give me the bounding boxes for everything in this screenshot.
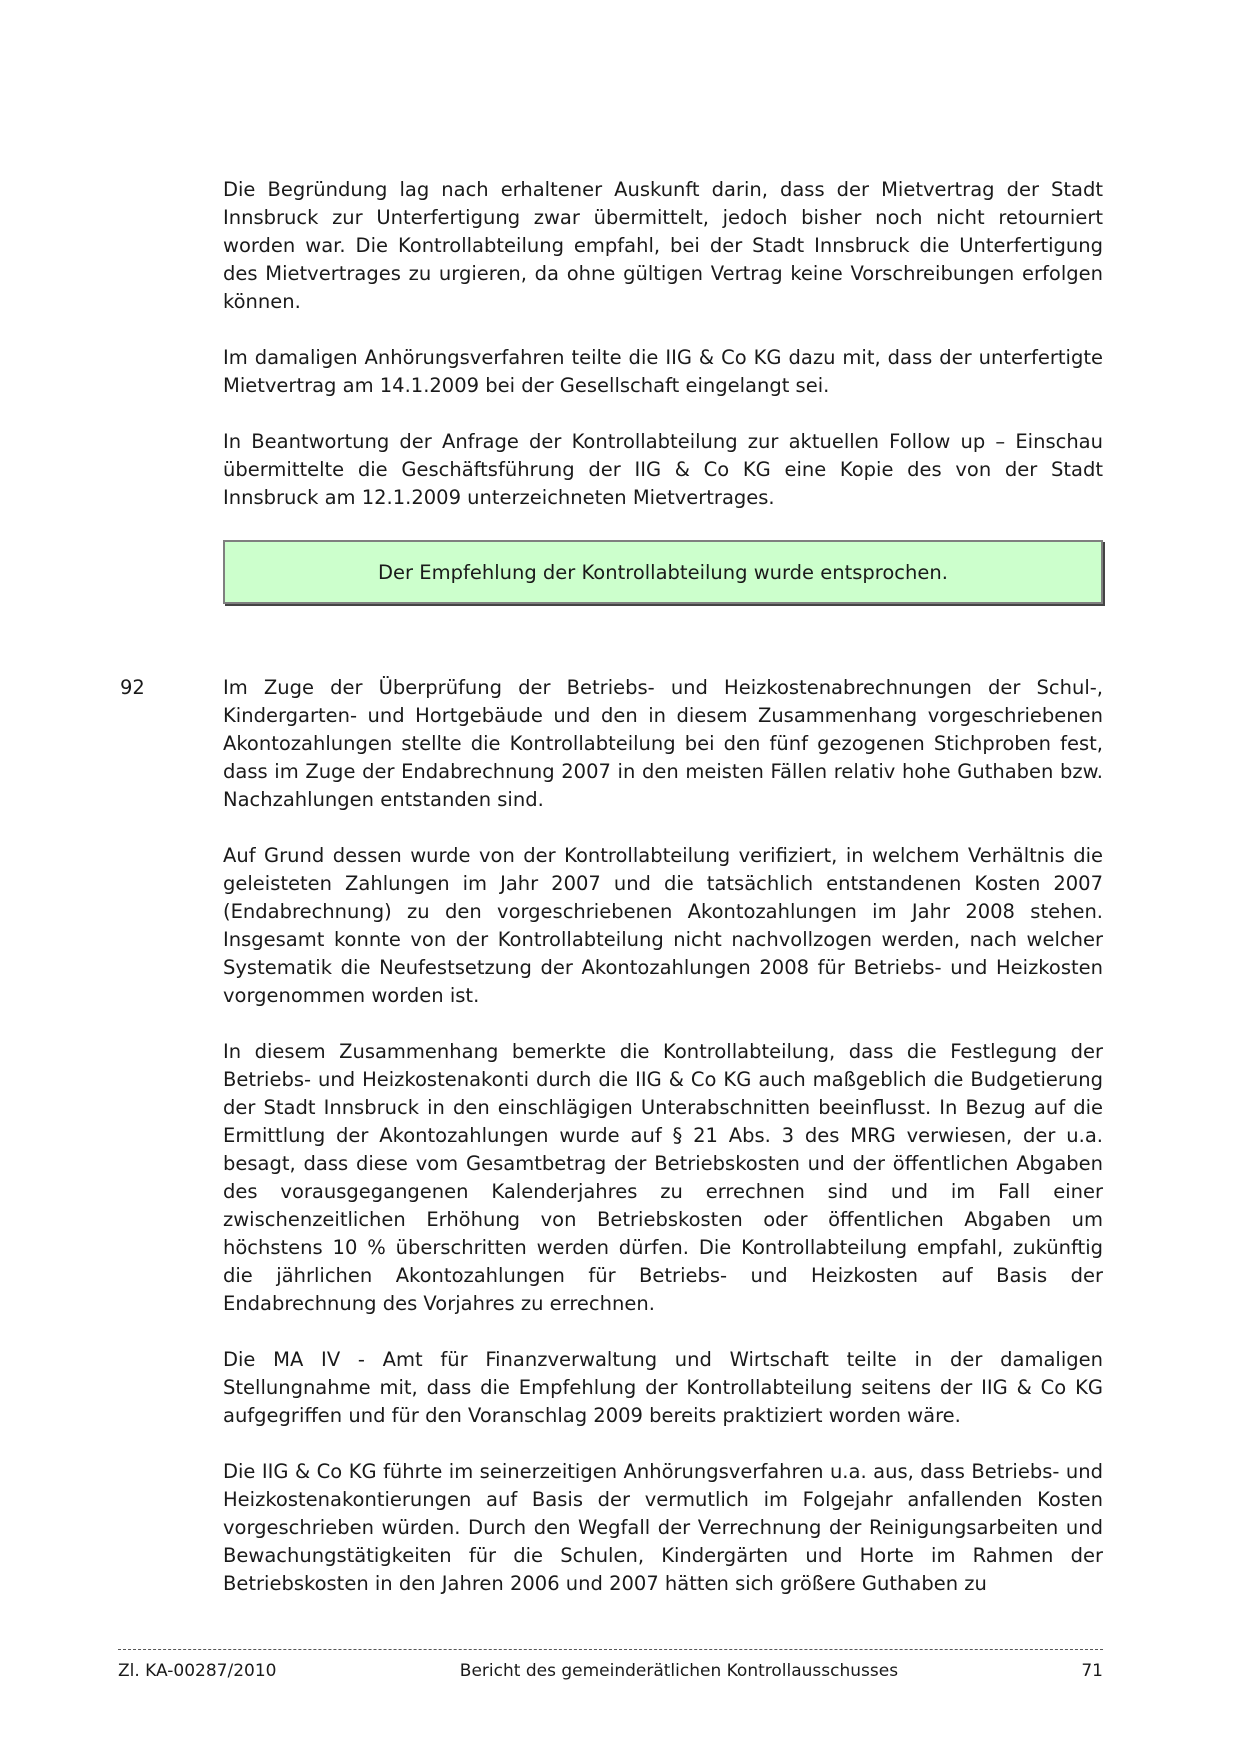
footer-reference: Zl. KA-00287/2010 [118,1661,277,1681]
item-number: 92 [120,676,145,699]
paragraph-beantwortung: In Beantwortung der Anfrage der Kontrollabteilung zur aktuellen Follow up – Einschau übermittelte die Geschäftsführung der IIG & Co KG eine Kopie des von der Stadt Innsbruck am 12.1.2009 unterzeichneten Mietvertrages. [223,430,1103,509]
paragraph-ueberpruefung: Im Zuge der Überprüfung der Betriebs- und Heizkostenabrechnungen der Schul-, Kindergarten- und Hortgebäude und den in diesem Zusammenhang vorgeschriebenen Akontozahlungen stellte die Kontrollabteilung bei den fünf gezogenen Stichproben fest, dass im Zuge der Endabrechnung 2007 in den meisten Fällen relativ hohe Guthaben bzw. Nachzahlungen entstanden sind. [223,676,1103,811]
recommendation-result-text: Der Empfehlung der Kontrollabteilung wurde entsprochen. [378,560,948,584]
paragraph-iig-anhoerung: Die IIG & Co KG führte im seinerzeitigen Anhörungsverfahren u.a. aus, dass Betriebs- und Heizkostenakontierungen auf Basis der vermutlich im Folgejahr anfallenden Kosten vorgeschrieben würden. Durch den Wegfall der Verrechnung der Reinigungsarbeiten und Bewachungstätigkeiten für die Schulen, Kindergärten und Horte im Rahmen der Betriebskosten in den Jahren 2006 und 2007 hätten sich größere Guthaben zu [223,1460,1103,1595]
paragraph-festlegung: In diesem Zusammenhang bemerkte die Kontrollabteilung, dass die Festlegung der Betriebs- und Heizkostenakonti durch die IIG & Co KG auch maßgeblich die Budgetierung der Stadt Innsbruck in den einschlägigen Unterabschnitten beeinflusst. In Bezug auf die Ermittlung der Akontozahlungen wurde auf § 21 Abs. 3 des MRG verwiesen, der u.a. besagt, dass diese vom Gesamtbetrag der Betriebskosten und der öffentlichen Abgaben des vorausgegangenen Kalenderjahres zu errechnen sind und im Fall einer zwischenzeitlichen Erhöhung von Betriebskosten oder öffentlichen Abgaben um höchstens 10 % überschritten werden dürfen. Die Kontrollabteilung empfahl, zukünftig die jährlichen Akontozahlungen für Betriebs- und Heizkosten auf Basis der Endabrechnung des Vorjahres zu errechnen. [223,1040,1103,1315]
item-92 [120,674,1103,1598]
recommendation-result-box [223,540,1103,604]
paragraph-anhoerungsverfahren: Im damaligen Anhörungsverfahren teilte die IIG & Co KG dazu mit, dass der unterfertigte Mietvertrag am 14.1.2009 bei der Gesellschaft eingelangt sei. [223,346,1103,397]
page-footer [118,1660,1103,1682]
footer-page-number: 71 [1081,1661,1103,1681]
document-body [120,176,1103,1626]
paragraph-stellungnahme-ma-iv: Die MA IV - Amt für Finanzverwaltung und Wirtschaft teilte in der damaligen Stellungnahme mit, dass die Empfehlung der Kontrollabteilung seitens der IIG & Co KG aufgegriffen und für den Voranschlag 2009 bereits praktiziert worden wäre. [223,1348,1103,1427]
footer-divider [118,1649,1103,1650]
paragraph-begruendung: Die Begründung lag nach erhaltener Auskunft darin, dass der Mietvertrag der Stadt Innsbruck zur Unterfertigung zwar übermittelt, jedoch bisher noch nicht retourniert worden war. Die Kontrollabteilung empfahl, bei der Stadt Innsbruck die Unterfertigung des Mietvertrages zu urgieren, da ohne gültigen Vertrag keine Vorschreibungen erfolgen können. [223,178,1103,313]
footer-title: Bericht des gemeinderätlichen Kontrollausschusses [459,1661,899,1681]
paragraph-verifizierung: Auf Grund dessen wurde von der Kontrollabteilung verifiziert, in welchem Verhältnis die geleisteten Zahlungen im Jahr 2007 und die tatsächlich entstandenen Kosten 2007 (Endabrechnung) zu den vorgeschriebenen Akontozahlungen im Jahr 2008 stehen. Insgesamt konnte von der Kontrollabteilung nicht nachvollzogen werden, nach welcher Systematik die Neufestsetzung der Akontozahlungen 2008 für Betriebs- und Heizkosten vorgenommen worden ist. [223,844,1103,1007]
